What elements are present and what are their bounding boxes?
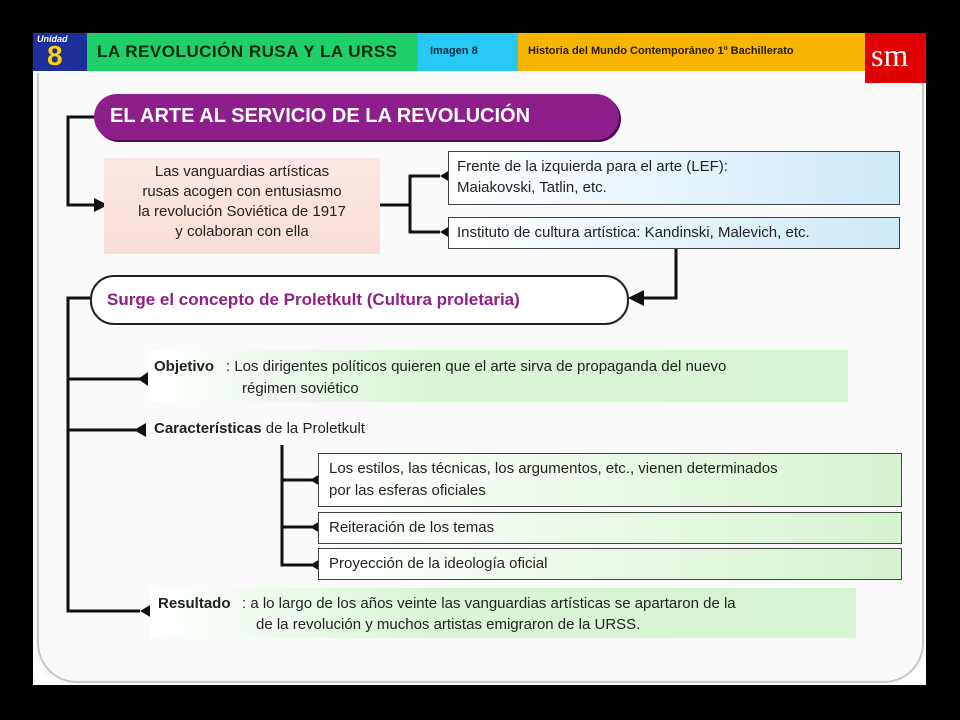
main-title: EL ARTE AL SERVICIO DE LA REVOLUCIÓN [110,105,531,127]
caracteristica-2-text: Reiteración de los temas [329,519,495,536]
resultado-row [150,588,856,638]
arrow-objetivo [138,372,148,386]
instituto-box [448,217,900,249]
connector-groups-branch [410,176,440,232]
resultado-text-1: : a lo largo de los años veinte las vanguardias artísticas se apartaron de la [242,595,736,612]
proletkult-title: Surge el concepto de Proletkult (Cultura proletaria) [107,290,520,309]
caracteristica-box-1 [318,453,902,507]
caracteristica-box-2 [318,512,902,544]
main-title-pill [94,94,619,140]
caracteristica-box-3 [318,548,902,580]
connector-proletkult-trunk [68,298,140,611]
arrow-proletkult [628,290,644,306]
caracteristica-3-text: Proyección de la ideología oficial [329,555,548,572]
objetivo-text-2: régimen soviético [242,380,359,397]
objetivo-label: Objetivo [154,358,215,375]
intro-line: Las vanguardias artísticas [154,163,330,180]
instituto-text: Instituto de cultura artística: Kandinski, Malevich, etc. [457,224,810,241]
logo-text: sm [871,37,909,73]
unit-number: 8 [47,40,63,71]
caracteristicas-label: Características [154,420,262,437]
connector-title-intro [68,117,96,205]
arrow-caracteristicas [134,423,146,437]
intro-box [104,158,380,254]
image-label: Imagen 8 [430,45,478,57]
resultado-label: Resultado [158,595,231,612]
caracteristica-1-line-2: por las esferas oficiales [329,482,486,499]
course-label: Historia del Mundo Contemporáneo 1º Bachillerato [528,45,794,57]
connector-instituto-proletkult [640,248,676,298]
resultado-text-2: de la revolución y muchos artistas emigraron de la URSS. [256,616,641,633]
intro-line: y colaboran con ella [175,223,309,240]
intro-line: rusas acogen con entusiasmo [142,183,342,200]
lef-box [448,151,900,205]
intro-line: la revolución Soviética de 1917 [138,203,346,220]
proletkult-pill [90,275,629,325]
caracteristicas-rest: de la Proletkult [261,420,365,437]
lef-line-2: Maiakovski, Tatlin, etc. [457,179,607,196]
objetivo-row [148,350,848,402]
unit-title: LA REVOLUCIÓN RUSA Y LA URSS [97,42,398,61]
connector-car-trunk [282,445,312,565]
caracteristica-1-line-1: Los estilos, las técnicas, los argumentos, etc., vienen determinados [329,460,778,477]
caracteristicas-heading [154,420,365,437]
unit-label: Unidad [37,34,68,44]
objetivo-text-1: : Los dirigentes políticos quieren que el arte sirva de propaganda del nuevo [226,358,727,375]
lef-line-1: Frente de la izquierda para el arte (LEF): [457,158,728,175]
